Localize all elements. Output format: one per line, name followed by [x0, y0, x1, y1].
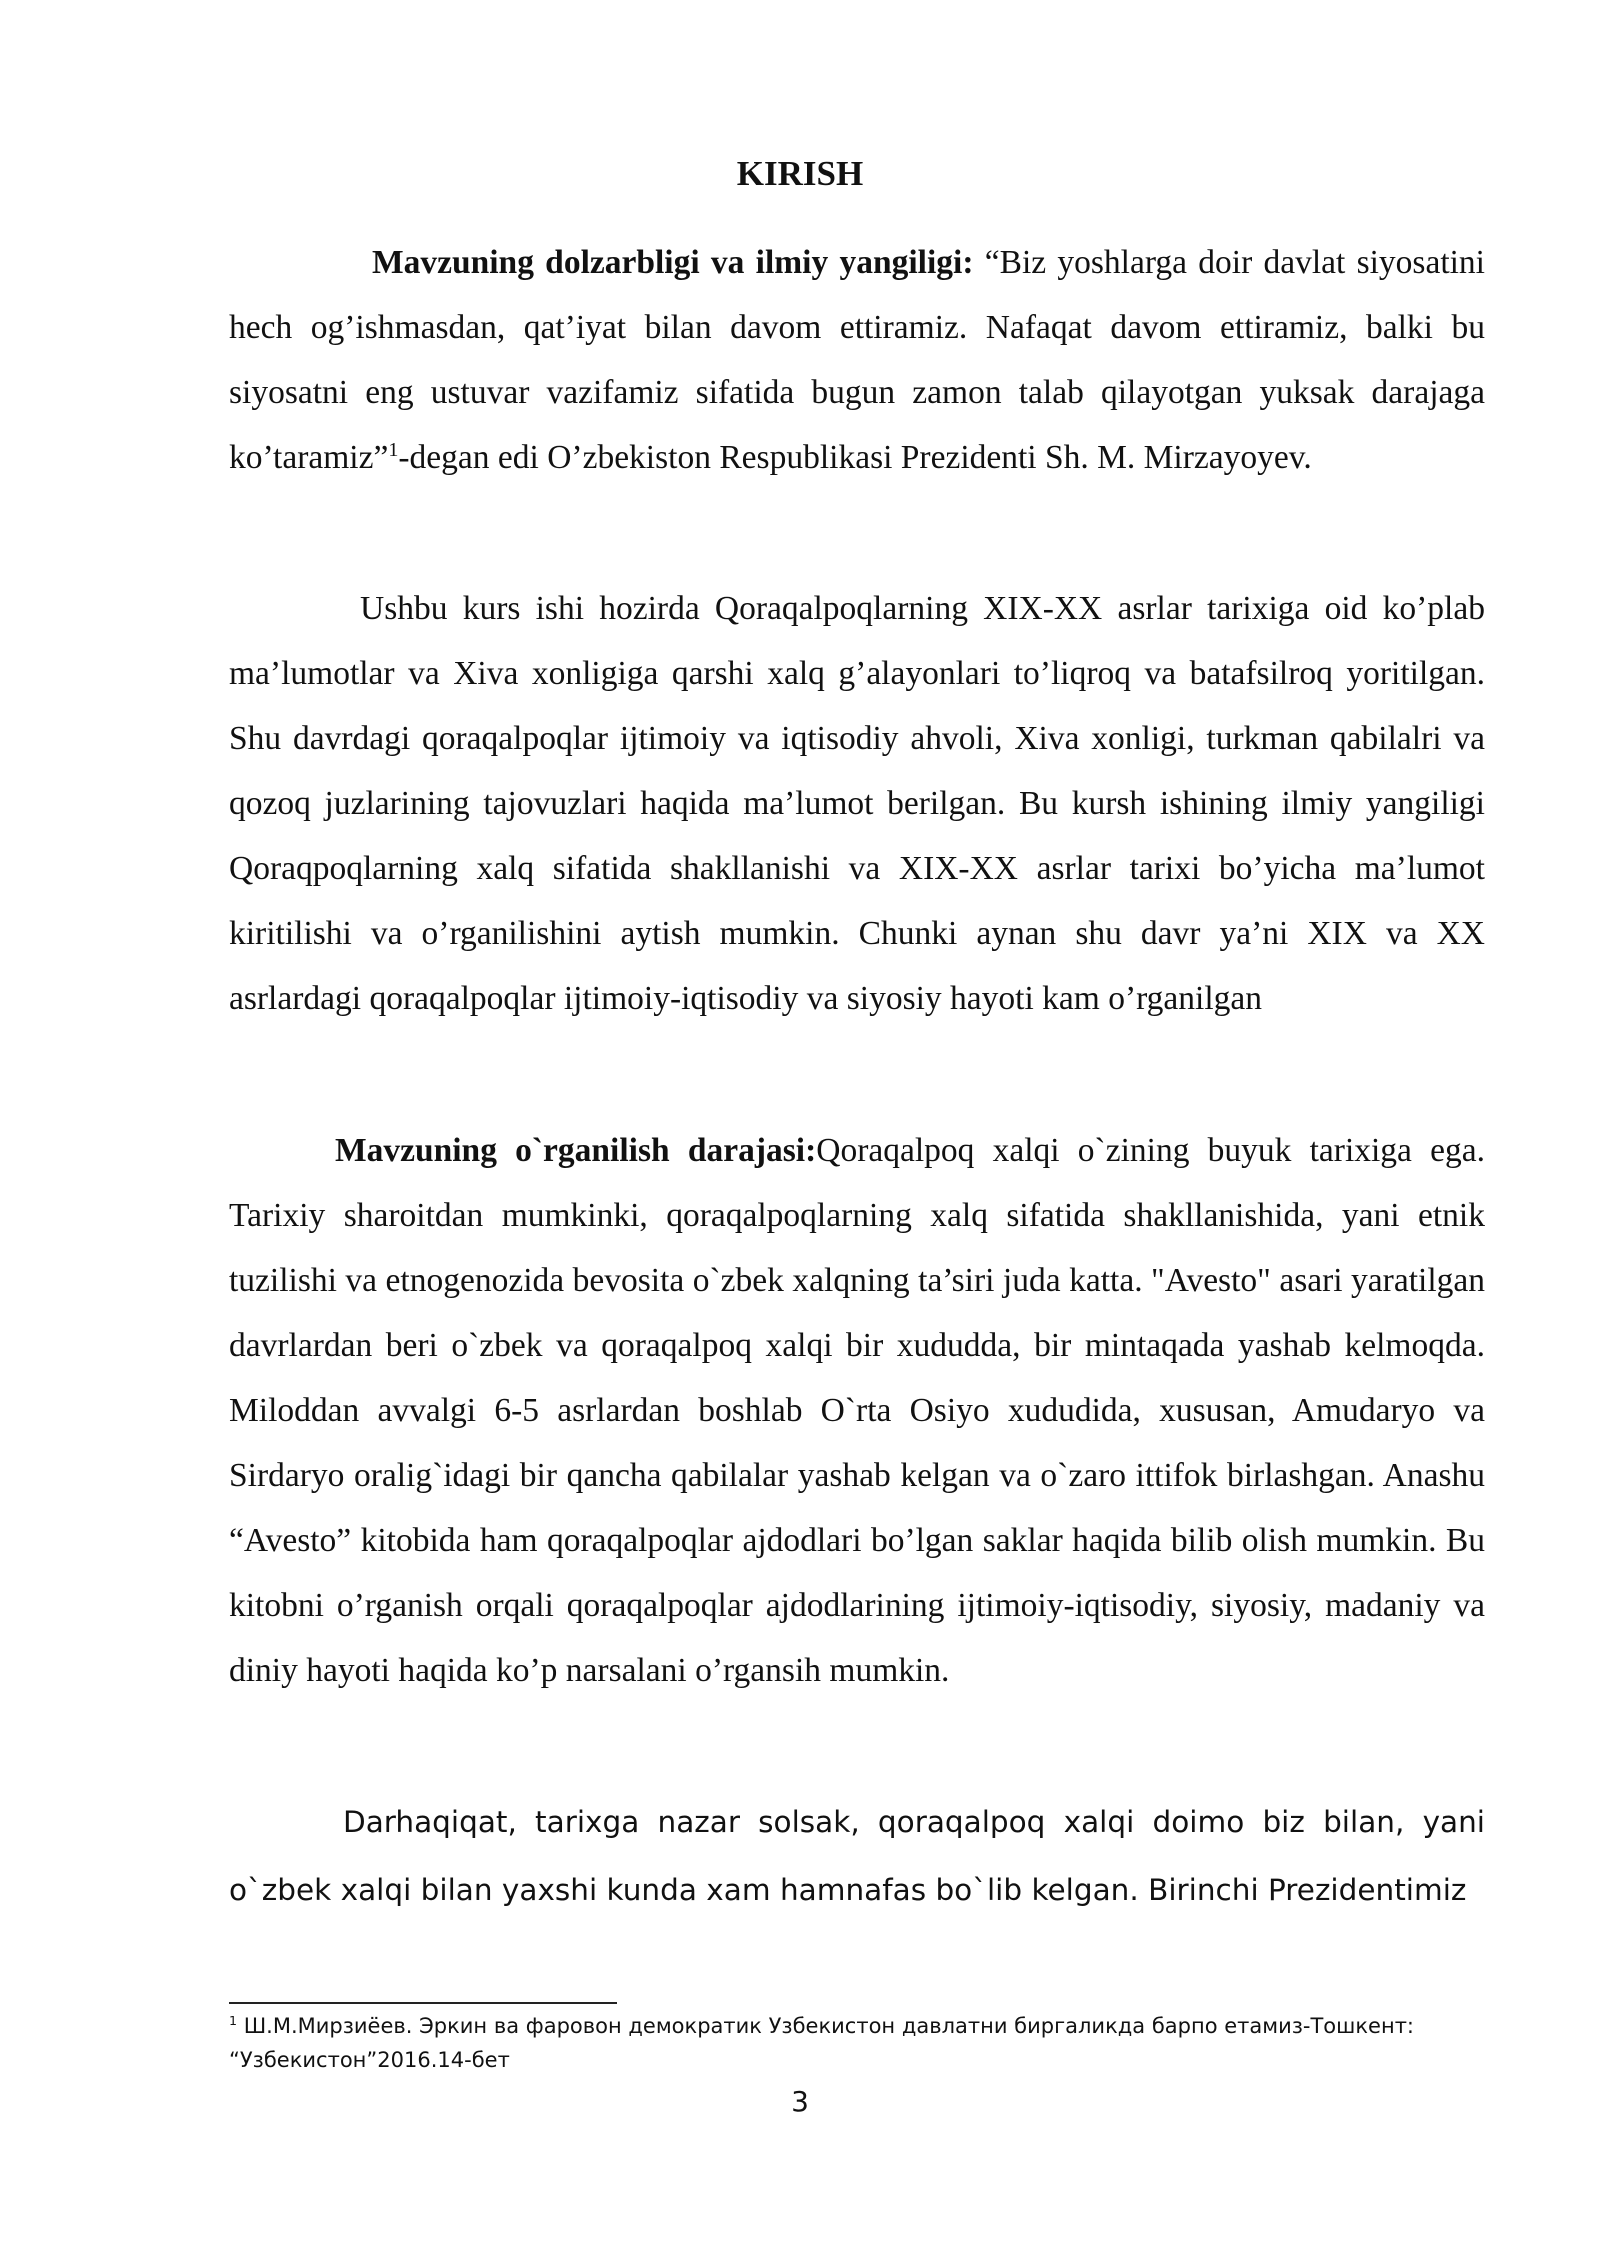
paragraph-lead: Mavzuning dolzarbligi va ilmiy yangiligi:	[372, 244, 974, 281]
footnote-separator	[229, 2002, 617, 2004]
paragraph-relevance	[229, 230, 1485, 490]
paragraph-text: “Biz yoshlarga doir davlat siyosatini hech og’ishmasdan, qat’iyat bilan davom ettiramiz. Nafaqat davom ettiramiz, balki bu siyosatni eng ustuvar vazifamiz sifatida bugun zamon talab qilayotgan yuksak darajaga ko’taramiz”	[229, 244, 1485, 476]
paragraph-history: Darhaqiqat, tarixga nazar solsak, qoraqalpoq xalqi doimo biz bilan, yani o`zbek xalqi bilan yaxshi kunda xam hamnafas bo`lib kelgan. Birinchi Prezidentimiz	[229, 1805, 1485, 1907]
page-heading: KIRISH	[736, 154, 864, 193]
page-number: 3	[791, 2085, 809, 2118]
footnote-text: Ш.М.Мирзиёев. Эркин ва фаровон демократик Узбекистон давлатни биргаликда барпо етамиз-Тошкент: “Узбекистон”2016.14-бет	[229, 2014, 1415, 2072]
paragraph-study-level	[229, 1118, 1485, 1703]
footnote-reference[interactable]: 1	[388, 438, 399, 461]
paragraph-course-work: Ushbu kurs ishi hozirda Qoraqalpoqlarning XIX-XX asrlar tarixiga oid ko’plab ma’lumotlar va Xiva xonligiga qarshi xalq g’alayonlari to’liqroq va batafsilroq yoritilgan. Shu davrdagi qoraqalpoqlar ijtimoiy va iqtisodiy ahvoli, Xiva xonligi, turkman qabilalri va qozoq juzlarining tajovuzlari haqida ma’lumot berilgan. Bu kursh ishining ilmiy yangiligi Qoraqpoqlarning xalq sifatida shakllanishi va XIX-XX asrlar tarixi bo’yicha ma’lumot kiritilishi va o’rganilishini aytish mumkin. Chunki aynan shu davr ya’ni XIX va XX asrlardagi qoraqalpoqlar ijtimoiy-iqtisodiy va siyosiy hayoti kam o’rganilgan	[229, 590, 1485, 1017]
footnote-number: 1	[229, 2013, 238, 2028]
paragraph-text: -degan edi O’zbekiston Respublikasi Prezidenti Sh. M. Mirzayoyev.	[398, 439, 1312, 476]
footnote	[229, 2009, 1485, 2077]
paragraph-text: Qoraqalpoq xalqi o`zining buyuk tarixiga ega. Tarixiy sharoitdan mumkinki, qoraqalpoqlarning xalq sifatida shakllanishida, yani etnik tuzilishi va etnogenozida bevosita o`zbek xalqning ta’siri juda katta. "Avesto" asari yaratilgan davrlardan beri o`zbek va qoraqalpoq xalqi bir xududda, bir mintaqada yashab kelmoqda. Miloddan avvalgi 6-5 asrlardan boshlab O`rta Osiyo xududida, xususan, Amudaryo va Sirdaryo oralig`idagi bir qancha qabilalar yashab kelgan va o`zaro ittifok birlashgan. Anashu “Avesto” kitobida ham qoraqalpoqlar ajdodlari bo’lgan saklar haqida bilib olish mumkin. Bu kitobni o’rganish orqali qoraqalpoqlar ajdodlarining ijtimoiy-iqtisodiy, siyosiy, madaniy va diniy hayoti haqida ko’p narsalani o’rgansih mumkin.	[229, 1132, 1485, 1689]
paragraph-lead: Mavzuning o`rganilish darajasi:	[335, 1132, 817, 1169]
